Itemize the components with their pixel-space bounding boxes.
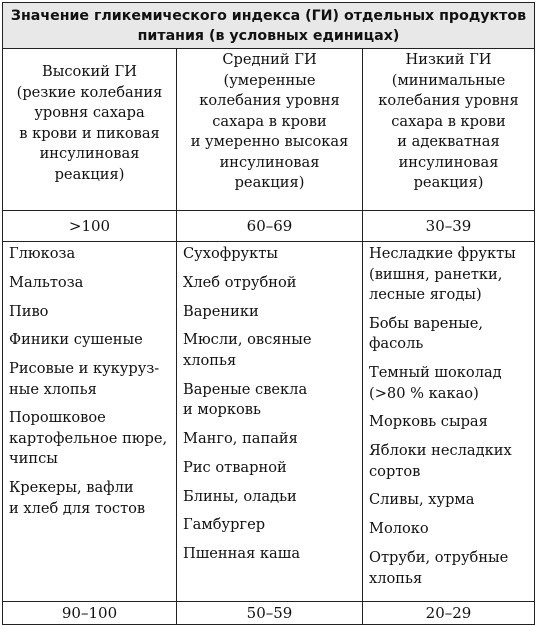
header-low-gi: Низкий ГИ (минимальные колебания уровня сахара в крови и адекватная инсулиновая реакция) (363, 49, 535, 211)
list-item: Несладкие фрукты (вишня, ранетки, лесные ягоды) (369, 245, 516, 303)
list-item: Сливы, хурма (369, 491, 475, 509)
items-row (3, 242, 535, 602)
list-item: Яблоки несладких сортов (369, 442, 512, 480)
range-low: 30–39 (363, 211, 535, 242)
list-item: Вареные свекла и морковь (183, 380, 308, 419)
items-low (363, 242, 535, 602)
range-medium: 60–69 (177, 211, 363, 242)
list-item: Мальтоза (9, 273, 84, 291)
bottom-high: 90–100 (3, 602, 177, 625)
list-item: Блины, оладьи (183, 487, 297, 505)
table-title: Значение гликемического индекса (ГИ) отдельных продуктов питания (в условных единицах) (3, 3, 535, 49)
header-row (3, 49, 535, 211)
bottom-low: 20–29 (363, 602, 535, 625)
range-high: >100 (3, 211, 177, 242)
list-item: Манго, папайя (183, 429, 298, 447)
list-item: Финики сушеные (9, 331, 143, 349)
list-item: Крекеры, вафли и хлеб для тостов (9, 479, 146, 517)
list-item: Глюкоза (9, 245, 76, 262)
list-item: Рис отварной (183, 458, 287, 476)
list-item: Вареники (183, 302, 259, 320)
gi-table (2, 2, 535, 625)
list-item: Темный шоколад (>80 % какао) (369, 364, 502, 402)
list-item: Хлеб отрубной (183, 273, 297, 291)
list-item: Гамбургер (183, 516, 266, 534)
header-high-gi: Высокий ГИ (резкие колебания уровня сахара в крови и пиковая инсулиновая реакция) (3, 49, 177, 211)
range-row (3, 211, 535, 242)
header-medium-gi: Средний ГИ (умеренные колебания уровня сахара в крови и умеренно высокая инсулиновая реакция) (177, 49, 363, 211)
list-item: Сухофрукты (183, 245, 278, 262)
bottom-medium: 50–59 (177, 602, 363, 625)
title-row (3, 3, 535, 49)
items-medium (177, 242, 363, 602)
items-high (3, 242, 177, 602)
list-item: Рисовые и кукуруз- ные хлопья (9, 360, 160, 398)
list-item: Пиво (9, 302, 49, 320)
list-item: Морковь сырая (369, 413, 488, 431)
list-item: Молоко (369, 520, 429, 538)
list-item: Пшенная каша (183, 545, 301, 563)
list-item: Бобы вареные, фасоль (369, 314, 484, 353)
list-item: Мюсли, овсяные хлопья (183, 331, 312, 369)
bottom-row (3, 602, 535, 625)
list-item: Отруби, отрубные хлопья (369, 549, 509, 587)
list-item: Порошковое картофельное пюре, чипсы (9, 409, 168, 468)
